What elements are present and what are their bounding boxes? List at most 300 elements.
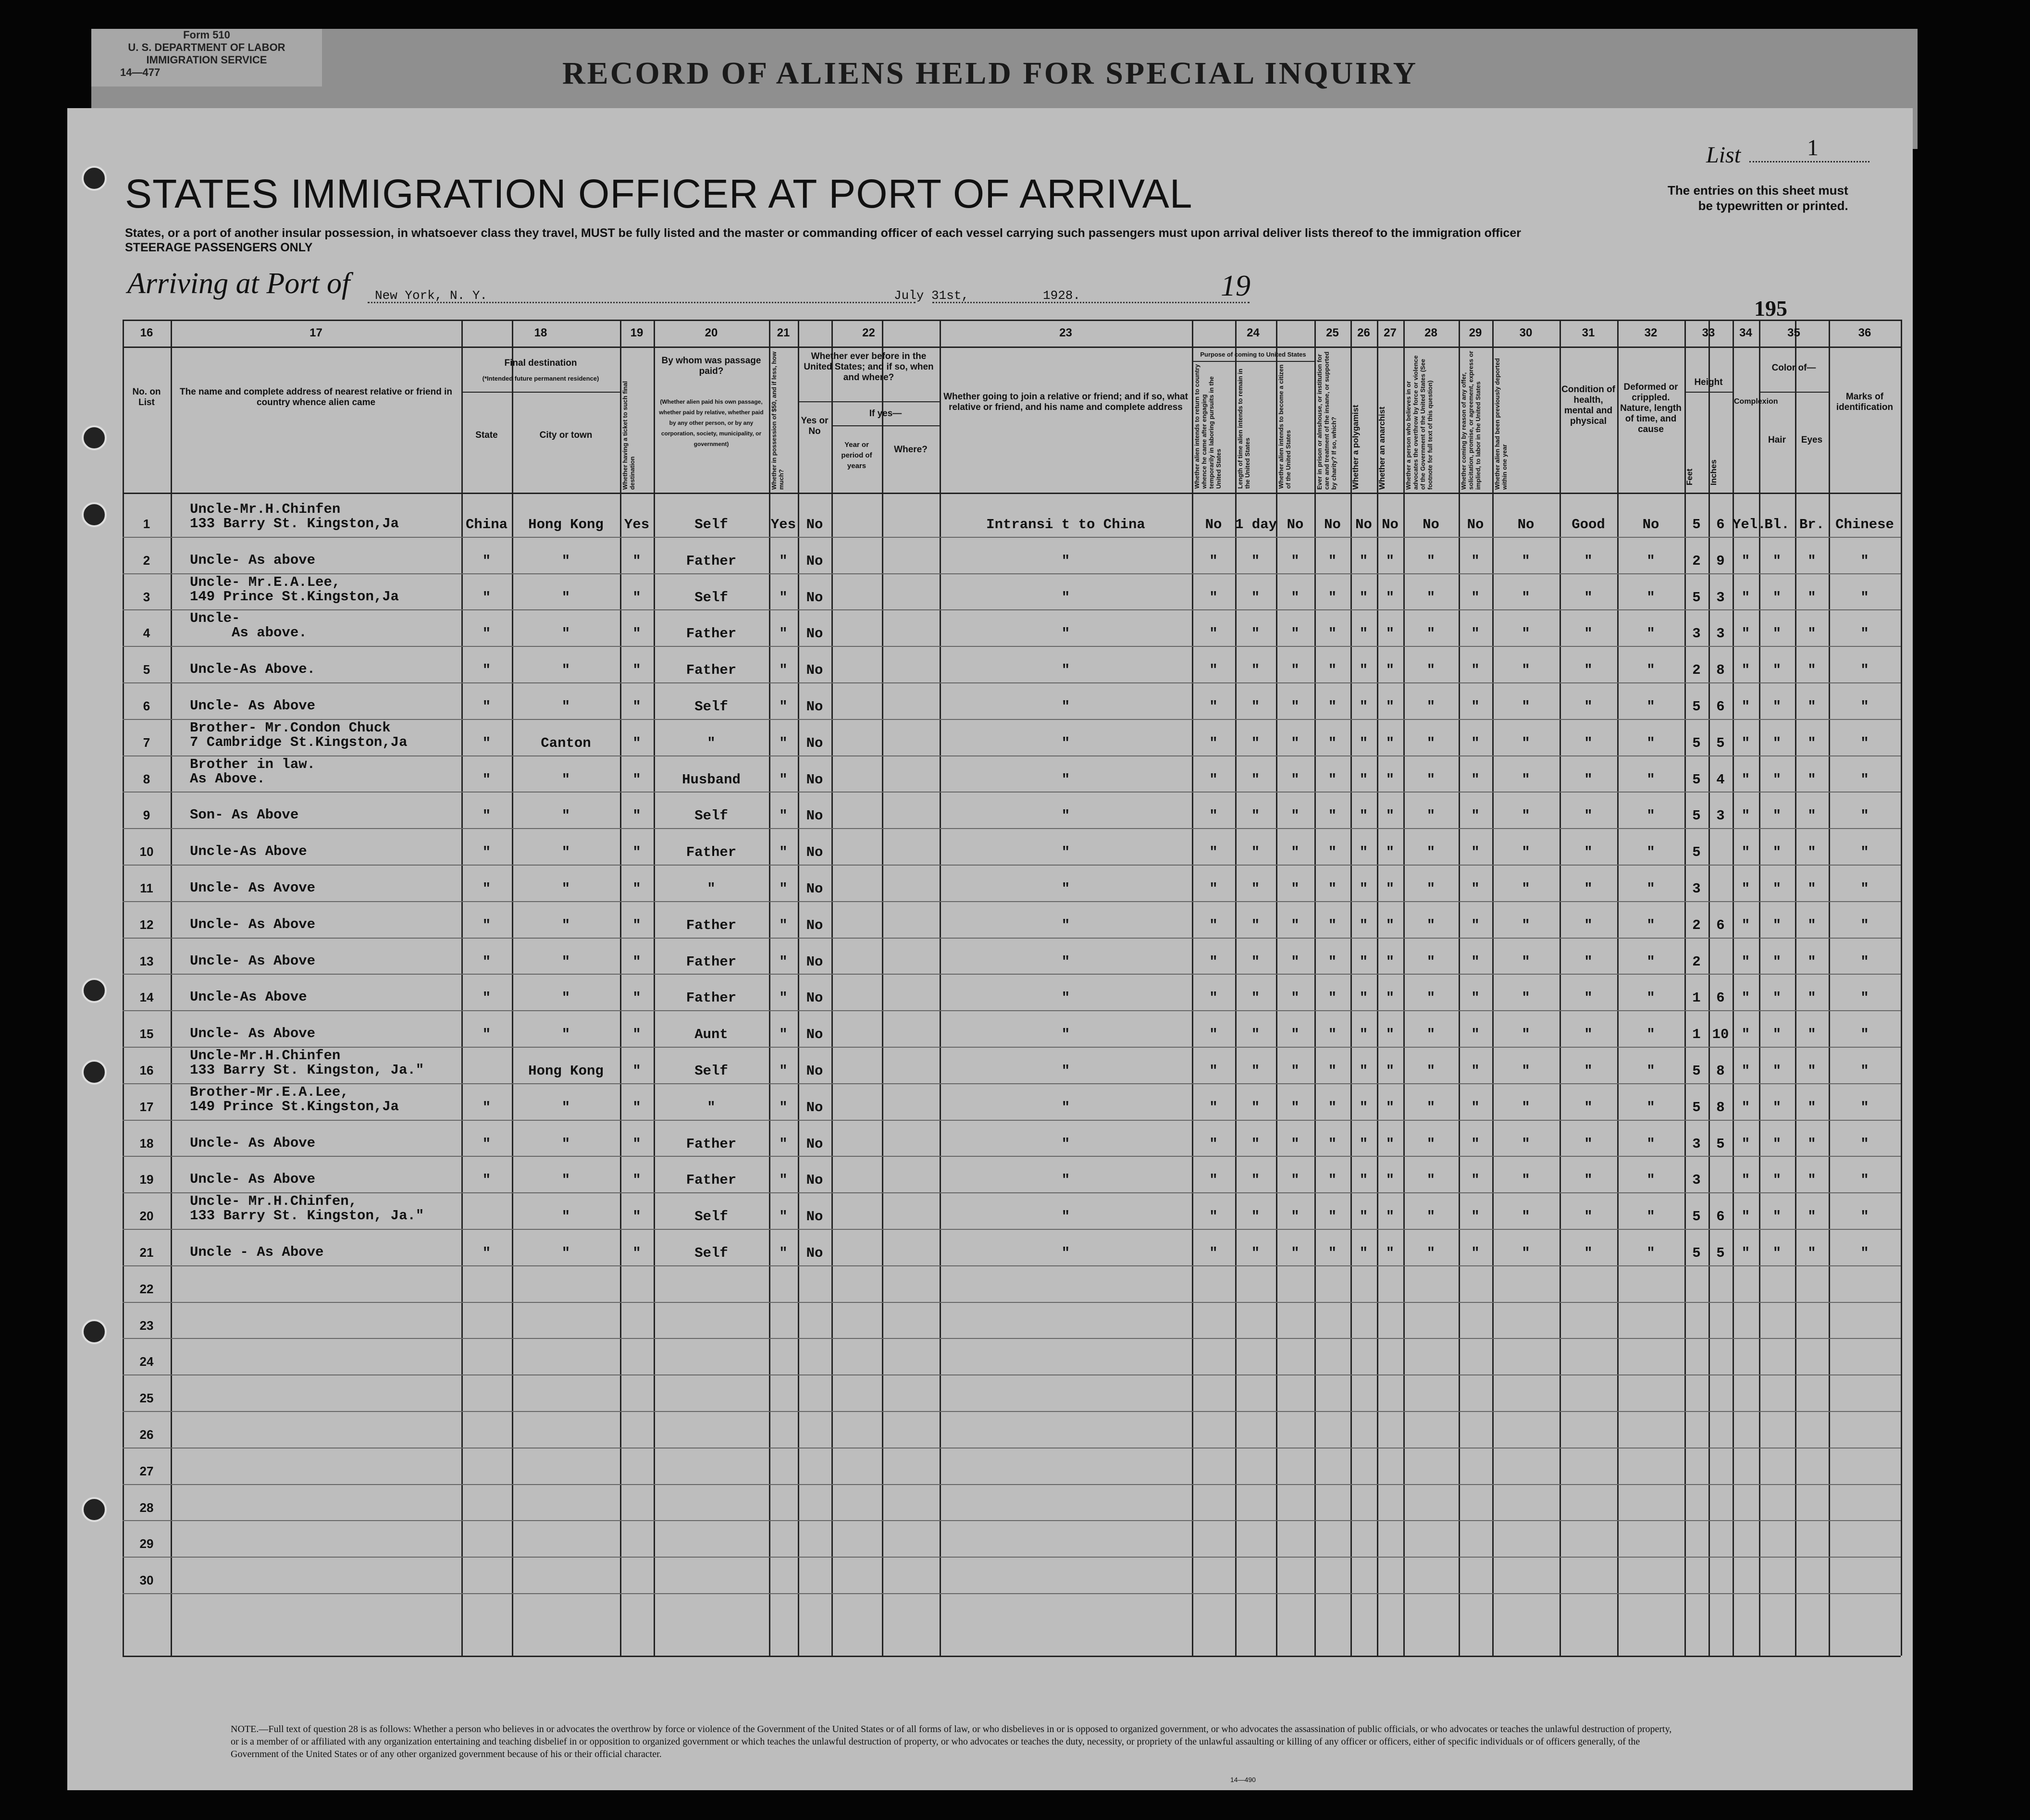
cell-c30: " xyxy=(1522,917,1530,933)
cell-c27: " xyxy=(1386,808,1395,824)
cell-feet: 3 xyxy=(1692,1136,1701,1152)
cell-c28: " xyxy=(1426,699,1436,715)
cell-hair: " xyxy=(1772,990,1782,1006)
cell-hair: " xyxy=(1772,953,1782,970)
cell-marks: " xyxy=(1860,735,1869,751)
header-complexion: Complexion xyxy=(1734,397,1778,406)
header-yes-no: Yes or No xyxy=(801,416,829,436)
list-label: List xyxy=(1706,142,1741,168)
relative-line: Uncle- As Above xyxy=(190,698,316,714)
cell-join: " xyxy=(1061,1245,1070,1261)
row-number: 17 xyxy=(139,1099,154,1114)
cell-ticket: " xyxy=(632,881,641,897)
entries-note xyxy=(1668,183,1848,213)
cell-eyes: " xyxy=(1807,953,1816,970)
cell-city: " xyxy=(561,553,570,569)
cell-join: " xyxy=(1061,881,1070,897)
cell-city: " xyxy=(561,844,570,861)
cell-hair: " xyxy=(1772,735,1782,751)
cell-c27: " xyxy=(1386,735,1395,751)
relative-line: Uncle-As Above. xyxy=(190,661,316,678)
cell-eyes: " xyxy=(1807,1063,1816,1079)
cell-c29: " xyxy=(1471,881,1480,897)
column-rule xyxy=(123,320,124,1656)
row-rule xyxy=(123,1484,1901,1485)
cell-state: " xyxy=(482,626,491,642)
cell-c28: " xyxy=(1426,553,1436,569)
relative-line: Uncle- xyxy=(190,610,240,627)
cell-c26: " xyxy=(1359,1099,1368,1115)
row-number: 15 xyxy=(139,1027,154,1041)
cell-paid: Father xyxy=(686,917,737,933)
entries-note-line: The entries on this sheet must xyxy=(1668,183,1848,198)
cell-state: " xyxy=(482,1172,491,1189)
cell-state: " xyxy=(482,1027,491,1043)
cell-c27: " xyxy=(1386,844,1395,861)
cell-comp: " xyxy=(1741,699,1750,715)
cell-eyes: " xyxy=(1807,626,1816,642)
cell-hair: " xyxy=(1772,917,1782,933)
row-rule xyxy=(123,537,1901,538)
cell-hair: Bl. xyxy=(1764,517,1790,532)
cell-fifty: " xyxy=(779,917,788,933)
year-value: 1928. xyxy=(1043,288,1081,303)
cell-paid: " xyxy=(707,881,716,897)
cell-p2: " xyxy=(1251,1099,1260,1115)
cell-health: " xyxy=(1584,953,1593,970)
cell-paid: Self xyxy=(694,699,728,715)
cell-c30: " xyxy=(1522,1245,1530,1261)
column-number: 23 xyxy=(1059,326,1072,339)
cell-hair: " xyxy=(1772,771,1782,788)
cell-city: " xyxy=(561,1172,570,1189)
cell-join: " xyxy=(1061,808,1070,824)
cell-health: Good xyxy=(1572,517,1605,532)
cell-hair: " xyxy=(1772,844,1782,861)
cell-feet: 5 xyxy=(1692,699,1701,715)
cell-p2: " xyxy=(1251,844,1260,861)
header-color-of: Color of— xyxy=(1771,363,1816,373)
row-rule xyxy=(123,865,1901,866)
cell-before: No xyxy=(806,735,823,751)
cell-hair: " xyxy=(1772,1172,1782,1189)
cell-p2: " xyxy=(1251,1063,1260,1079)
header-height: Height xyxy=(1694,377,1723,387)
cell-inches: 5 xyxy=(1716,1136,1725,1152)
cell-c30: " xyxy=(1522,1027,1530,1043)
cell-feet: 2 xyxy=(1692,662,1701,679)
row-rule xyxy=(123,1374,1901,1375)
cell-state: " xyxy=(482,844,491,861)
header-final-destination: Final destination xyxy=(504,358,577,368)
cell-state: " xyxy=(482,1136,491,1152)
cell-ticket: " xyxy=(632,626,641,642)
column-number: 19 xyxy=(630,326,644,339)
cell-ticket: " xyxy=(632,844,641,861)
cell-p2: " xyxy=(1251,553,1260,569)
cell-state: " xyxy=(482,771,491,788)
cell-before: No xyxy=(806,1172,823,1189)
cell-p2: " xyxy=(1251,953,1260,970)
cell-before: No xyxy=(806,808,823,824)
cell-c27: " xyxy=(1386,1063,1395,1079)
cell-deformed: " xyxy=(1646,1245,1655,1261)
cell-city: Hong Kong xyxy=(528,517,604,532)
relative-line: Uncle-Mr.H.Chinfen xyxy=(190,501,341,517)
relative-line: 149 Prince St.Kingston,Ja xyxy=(190,588,399,605)
cell-p2: " xyxy=(1251,626,1260,642)
cell-marks: " xyxy=(1860,1027,1869,1043)
cell-city: " xyxy=(561,771,570,788)
cell-p2: " xyxy=(1251,589,1260,606)
header-purpose: Purpose of coming to United States xyxy=(1200,351,1306,358)
cell-paid: Self xyxy=(694,1063,728,1079)
cell-p3: " xyxy=(1291,1136,1300,1152)
cell-p3: " xyxy=(1291,881,1300,897)
cell-paid: Father xyxy=(686,844,737,861)
cell-city: " xyxy=(561,881,570,897)
column-number: 18 xyxy=(534,326,547,339)
row-number: 9 xyxy=(143,808,150,823)
cell-eyes: " xyxy=(1807,1245,1816,1261)
cell-before: No xyxy=(806,589,823,606)
cell-c25: " xyxy=(1328,735,1337,751)
column-number: 22 xyxy=(862,326,875,339)
cell-c25: " xyxy=(1328,771,1337,788)
cell-c27: " xyxy=(1386,662,1395,679)
cell-p2: " xyxy=(1251,990,1260,1006)
cell-p1: " xyxy=(1209,990,1218,1006)
cell-c26: " xyxy=(1359,1027,1368,1043)
cell-p1: " xyxy=(1209,1172,1218,1189)
cell-fifty: " xyxy=(779,1027,788,1043)
column-number: 30 xyxy=(1519,326,1533,339)
header-deported: Whether alien had been previously deported within one year xyxy=(1494,358,1508,490)
column-number: 34 xyxy=(1739,326,1752,339)
cell-c25: " xyxy=(1328,1245,1337,1261)
cell-state: " xyxy=(482,881,491,897)
cell-deformed: No xyxy=(1642,517,1659,532)
cell-marks: " xyxy=(1860,553,1869,569)
relative-line: Son- As Above xyxy=(190,807,299,823)
cell-c30: No xyxy=(1517,517,1535,532)
header-bottom-rule xyxy=(123,493,1901,494)
cell-join: " xyxy=(1061,844,1070,861)
cell-hair: " xyxy=(1772,626,1782,642)
row-rule xyxy=(123,1338,1901,1339)
cell-deformed: " xyxy=(1646,917,1655,933)
row-rule xyxy=(123,1156,1901,1157)
row-rule xyxy=(123,1265,1901,1266)
cell-eyes: " xyxy=(1807,735,1816,751)
cell-health: " xyxy=(1584,1027,1593,1043)
cell-p3: " xyxy=(1291,844,1300,861)
cell-inches: 3 xyxy=(1716,626,1725,642)
cell-fifty: " xyxy=(779,553,788,569)
row-number: 25 xyxy=(139,1391,154,1406)
cell-eyes: " xyxy=(1807,771,1816,788)
cell-ticket: " xyxy=(632,589,641,606)
cell-before: No xyxy=(806,1136,823,1152)
header-prison: Ever in prison or almshouse, or institution for care and treatment of the insane, or supported by charity? If so, which? xyxy=(1316,351,1337,490)
row-number: 28 xyxy=(139,1500,154,1515)
cell-c26: " xyxy=(1359,953,1368,970)
cell-c25: No xyxy=(1324,517,1341,532)
manifest-table xyxy=(123,320,1901,1656)
cell-ticket: " xyxy=(632,1172,641,1189)
cell-c29: " xyxy=(1471,553,1480,569)
cell-c29: " xyxy=(1471,917,1480,933)
cell-feet: 2 xyxy=(1692,917,1701,933)
cell-c25: " xyxy=(1328,990,1337,1006)
row-rule xyxy=(123,1192,1901,1193)
cell-join: " xyxy=(1061,553,1070,569)
cell-c29: " xyxy=(1471,735,1480,751)
relative-line: 149 Prince St.Kingston,Ja xyxy=(190,1098,399,1114)
cell-marks: " xyxy=(1860,771,1869,788)
cell-comp: " xyxy=(1741,735,1750,751)
cell-fifty: " xyxy=(779,953,788,970)
cell-paid: Father xyxy=(686,662,737,679)
form-tab xyxy=(91,29,322,87)
cell-c27: " xyxy=(1386,1099,1395,1115)
cell-comp: " xyxy=(1741,844,1750,861)
row-number: 8 xyxy=(143,771,150,786)
row-rule xyxy=(123,573,1901,574)
relative-line: Uncle- As Above xyxy=(190,1171,316,1188)
cell-c27: " xyxy=(1386,881,1395,897)
cell-city: " xyxy=(561,1209,570,1225)
cell-paid: Husband xyxy=(682,771,741,788)
cell-c25: " xyxy=(1328,1136,1337,1152)
cell-hair: " xyxy=(1772,1245,1782,1261)
row-number: 13 xyxy=(139,953,154,968)
cell-city: " xyxy=(561,1027,570,1043)
cell-eyes: " xyxy=(1807,844,1816,861)
cell-paid: Father xyxy=(686,1136,737,1152)
cell-feet: 3 xyxy=(1692,881,1701,897)
cell-health: " xyxy=(1584,1209,1593,1225)
cell-ticket: " xyxy=(632,1099,641,1115)
cell-c28: " xyxy=(1426,881,1436,897)
cell-c29: " xyxy=(1471,771,1480,788)
cell-paid: Self xyxy=(694,517,728,532)
cell-c27: " xyxy=(1386,1172,1395,1189)
purpose-subrule xyxy=(1192,361,1314,362)
instructions xyxy=(125,226,1521,255)
cell-join: " xyxy=(1061,626,1070,642)
cell-comp: " xyxy=(1741,953,1750,970)
cell-health: " xyxy=(1584,771,1593,788)
cell-p1: " xyxy=(1209,735,1218,751)
row-rule xyxy=(123,1593,1901,1594)
cell-fifty: " xyxy=(779,1245,788,1261)
header-if-yes: If yes— xyxy=(869,409,902,419)
cell-deformed: " xyxy=(1646,589,1655,606)
cell-p2: " xyxy=(1251,771,1260,788)
cell-inches: 5 xyxy=(1716,735,1725,751)
cell-ticket: " xyxy=(632,808,641,824)
relative-line: Brother in law. xyxy=(190,756,316,772)
column-number: 36 xyxy=(1858,326,1871,339)
cell-feet: 5 xyxy=(1692,735,1701,751)
footnote-code: 14—490 xyxy=(1230,1776,1256,1783)
cell-deformed: " xyxy=(1646,1209,1655,1225)
cell-inches: 6 xyxy=(1716,917,1725,933)
cell-hair: " xyxy=(1772,1027,1782,1043)
cell-p2: " xyxy=(1251,881,1260,897)
cell-p3: " xyxy=(1291,990,1300,1006)
cell-c25: " xyxy=(1328,1063,1337,1079)
port-value: New York, N. Y. xyxy=(375,288,488,303)
cell-deformed: " xyxy=(1646,699,1655,715)
relative-line: Uncle- As Above xyxy=(190,1135,316,1151)
header-before-in-us: Whether ever before in the United States; and if so, when and where? xyxy=(804,351,934,383)
cell-state: " xyxy=(482,553,491,569)
cell-p2: " xyxy=(1251,1136,1260,1152)
cell-p1: No xyxy=(1205,517,1222,532)
cell-c29: " xyxy=(1471,589,1480,606)
cell-marks: " xyxy=(1860,1209,1869,1225)
cell-paid: " xyxy=(707,1099,716,1115)
cell-city: " xyxy=(561,589,570,606)
cell-feet: 5 xyxy=(1692,1245,1701,1261)
cell-inches: 6 xyxy=(1716,517,1725,532)
cell-inches: 8 xyxy=(1716,1063,1725,1079)
cell-feet: 1 xyxy=(1692,1027,1701,1043)
header-paid-by: By whom was passage paid? xyxy=(661,356,761,376)
cell-p1: " xyxy=(1209,771,1218,788)
cell-before: No xyxy=(806,1209,823,1225)
cell-eyes: " xyxy=(1807,1172,1816,1189)
row-number: 22 xyxy=(139,1281,154,1296)
cell-inches: 3 xyxy=(1716,808,1725,824)
page-title: STATES IMMIGRATION OFFICER AT PORT OF ARRIVAL xyxy=(125,171,1193,216)
cell-hair: " xyxy=(1772,1063,1782,1079)
cell-ticket: " xyxy=(632,662,641,679)
relative-line: Uncle- As Above xyxy=(190,953,316,969)
cell-health: " xyxy=(1584,1172,1593,1189)
cell-p1: " xyxy=(1209,917,1218,933)
header-purpose-length: Length of time alien intends to remain in the United States xyxy=(1237,369,1251,489)
cell-fifty: " xyxy=(779,699,788,715)
date-line xyxy=(932,302,1250,303)
punch-hole xyxy=(82,425,107,450)
cell-c25: " xyxy=(1328,1209,1337,1225)
cell-health: " xyxy=(1584,553,1593,569)
cell-c30: " xyxy=(1522,990,1530,1006)
cell-c25: " xyxy=(1328,917,1337,933)
row-number: 6 xyxy=(143,699,150,713)
punch-hole xyxy=(82,1497,107,1522)
relative-line: As Above. xyxy=(190,770,265,787)
cell-c28: " xyxy=(1426,771,1436,788)
cell-feet: 5 xyxy=(1692,589,1701,606)
cell-before: No xyxy=(806,699,823,715)
cell-deformed: " xyxy=(1646,881,1655,897)
cell-c28: No xyxy=(1423,517,1439,532)
color-subrule xyxy=(1759,392,1829,393)
row-rule xyxy=(123,1010,1901,1011)
header-relative: The name and complete address of nearest relative or friend in country whence alien came xyxy=(179,387,452,408)
cell-inches: 4 xyxy=(1716,771,1725,788)
cell-c25: " xyxy=(1328,953,1337,970)
cell-c25: " xyxy=(1328,1027,1337,1043)
header-purpose-citizen: Whether alien intends to become a citizen of the United States xyxy=(1277,364,1292,489)
cell-c29: " xyxy=(1471,990,1480,1006)
cell-before: No xyxy=(806,626,823,642)
manifest-sheet xyxy=(67,108,1913,1790)
row-number: 10 xyxy=(139,844,154,859)
cell-marks: " xyxy=(1860,662,1869,679)
cell-hair: " xyxy=(1772,699,1782,715)
cell-c27: " xyxy=(1386,589,1395,606)
cell-fifty: " xyxy=(779,881,788,897)
row-number: 1 xyxy=(143,517,150,531)
cell-health: " xyxy=(1584,589,1593,606)
cell-c28: " xyxy=(1426,1099,1436,1115)
cell-p3: " xyxy=(1291,953,1300,970)
instructions-text: States, or a port of another insular possession, in whatsoever class they travel, MUST be fully listed and the master or commanding officer of each vessel carrying such passengers must upon arrival deliver lists thereof to the immigration officer xyxy=(125,226,1521,240)
row-number: 12 xyxy=(139,917,154,932)
relative-line: Uncle-As Above xyxy=(190,843,307,860)
cell-join: " xyxy=(1061,1136,1070,1152)
row-number: 19 xyxy=(139,1172,154,1187)
cell-health: " xyxy=(1584,808,1593,824)
cell-join: " xyxy=(1061,699,1070,715)
row-number: 3 xyxy=(143,589,150,604)
cell-c29: " xyxy=(1471,626,1480,642)
column-number: 21 xyxy=(777,326,790,339)
cell-join: " xyxy=(1061,990,1070,1006)
cell-state: " xyxy=(482,808,491,824)
cell-p1: " xyxy=(1209,953,1218,970)
cell-p3: " xyxy=(1291,589,1300,606)
cell-fifty: " xyxy=(779,735,788,751)
cell-inches: 6 xyxy=(1716,1209,1725,1225)
cell-p1: " xyxy=(1209,844,1218,861)
cell-before: No xyxy=(806,844,823,861)
cell-ticket: Yes xyxy=(624,517,650,532)
cell-c25: " xyxy=(1328,1099,1337,1115)
row-rule xyxy=(123,974,1901,975)
header-ticket: Whether having a ticket to such final destination xyxy=(621,381,636,490)
table-bottom-rule xyxy=(123,1656,1901,1657)
row-rule xyxy=(123,938,1901,939)
cell-p2: " xyxy=(1251,735,1260,751)
row-rule xyxy=(123,1557,1901,1558)
height-subrule xyxy=(1684,392,1733,393)
cell-p3: " xyxy=(1291,1063,1300,1079)
row-rule xyxy=(123,1520,1901,1521)
cell-comp: " xyxy=(1741,1245,1750,1261)
cell-p1: " xyxy=(1209,881,1218,897)
cell-p1: " xyxy=(1209,699,1218,715)
relative-line: Uncle-As Above xyxy=(190,989,307,1005)
cell-p1: " xyxy=(1209,1099,1218,1115)
cell-c25: " xyxy=(1328,1172,1337,1189)
row-number: 11 xyxy=(140,881,153,895)
column-number: 20 xyxy=(705,326,718,339)
cell-ticket: " xyxy=(632,1027,641,1043)
cell-p3: " xyxy=(1291,662,1300,679)
cell-fifty: " xyxy=(779,662,788,679)
cell-city: " xyxy=(561,990,570,1006)
cell-c29: " xyxy=(1471,1099,1480,1115)
cell-c28: " xyxy=(1426,1209,1436,1225)
header-where: Where? xyxy=(894,445,928,455)
cell-c25: " xyxy=(1328,699,1337,715)
